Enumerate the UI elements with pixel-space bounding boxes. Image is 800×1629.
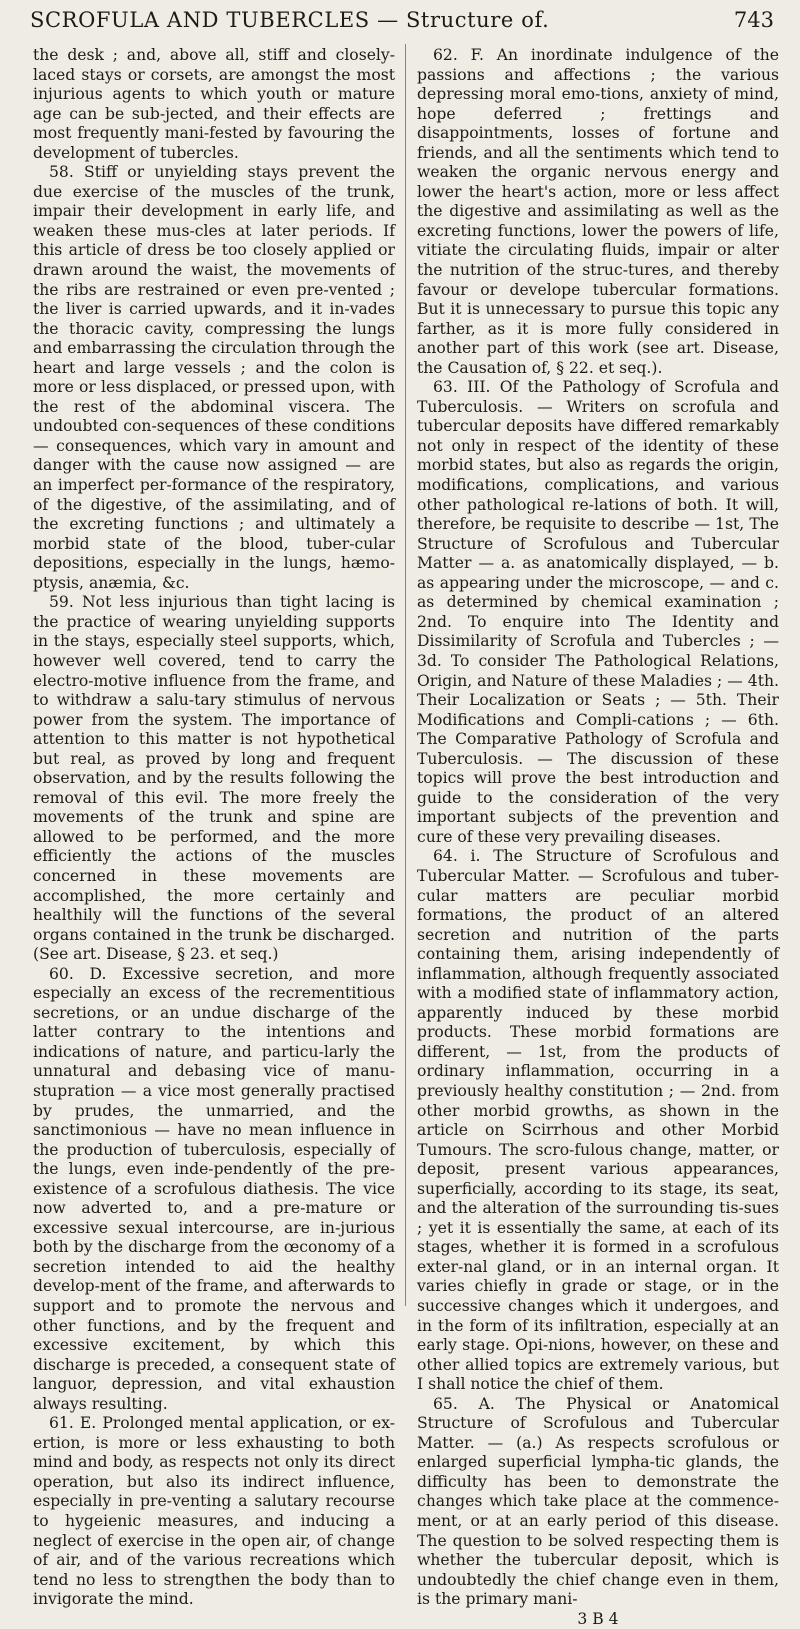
running-title: SCROFULA AND TUBERCLES — Structure of. — [30, 8, 550, 32]
paragraph-continued: the desk ; and, above all, stiff and closely-laced stays or corsets, are amongst the most injurious agents to which youth or mature age can be sub-jected, and their effects are most frequently mani-fested by favouring the development of tubercles. — [33, 46, 395, 162]
paragraph-58: 58. Stiff or unyielding stays prevent the due exercise of the muscles of the trunk, impair their development in early life, and weaken these mus-cles at later periods. If this article of dress be too closely applied or drawn around the waist, the movements of the ribs are restrained or even pre-vented ; the liver is carried upwards, and it in-vades the thoracic cavity, compressing the lungs and embarrassing the circulation through the heart and large vessels ; and the colon is more or less displaced, or pressed upon, with the rest of the abdominal viscera. The undoubted con-sequences of these conditions — consequences, which vary in amount and danger with the cause now assigned — are an imperfect per-formance of the respiratory, of the digestive, of the assimilating, and of the excreting functions ; and ultimately a morbid state of the blood, tuber-cular depositions, especially in the lungs, hæmo-ptysis, anæmia, &c. — [33, 163, 395, 592]
right-column — [417, 46, 779, 1629]
signature-mark: 3 B 4 — [577, 1609, 619, 1628]
paragraph-64: 64. i. The Structure of Scrofulous and Tubercular Matter. — Scrofulous and tuber-cular matters are peculiar morbid formations, the product of an altered secretion and nutrition of the parts containing them, arising independently of inflammation, although frequently associated with a modified state of inflammatory action, apparently induced by these morbid products. These morbid formations are different, — 1st, from the products of ordinary inflammation, occurring in a previously healthy constitution ; — 2nd. from other morbid growths, as shown in the article on Scirrhous and other Morbid Tumours. The scro-fulous change, matter, or deposit, present various appearances, superficially, according to its stage, its seat, and the alteration of the surrounding tis-sues ; yet it is essentially the same, at each of its stages, whether it is formed in a scrofulous exter-nal gland, or in an internal organ. It varies chiefly in grade or stage, or in the successive changes which it undergoes, and in the form of its infiltration, especially at an early stage. Opi-nions, however, on these and other allied topics are extremely various, but I shall notice the chief of them. — [417, 847, 779, 1394]
paragraph-61: 61. E. Prolonged mental application, or ex-ertion, is more or less exhausting to both mind and body, as respects not only its direct operation, but also its indirect influence, especially in pre-venting a salutary recourse to hygeienic measures, and inducing a neglect of exercise in the open air, of change of air, and of the various recreations which tend no less to strengthen the body than to invigorate the mind. — [33, 1414, 395, 1609]
running-header — [0, 8, 800, 38]
paragraph-60: 60. D. Excessive secretion, and more especially an excess of the recrementitious secretions, or an undue discharge of the latter contrary to the intentions and indications of nature, and particu-larly the unnatural and debasing vice of manu-stupration — a vice most generally practised by prudes, the unmarried, and the sanctimonious — have no mean influence in the production of tuberculosis, especially of the lungs, even inde-pendently of the pre-existence of a scrofulous diathesis. The vice now adverted to, and a pre-mature or excessive sexual intercourse, are in-jurious both by the discharge from the œconomy of a secretion intended to aid the healthy develop-ment of the frame, and afterwards to support and to promote the nervous and other functions, and by the frequent and excessive excitement, by which this discharge is preceded, a consequent state of languor, depression, and vital exhaustion always resulting. — [33, 964, 395, 1413]
paragraph-62: 62. F. An inordinate indulgence of the passions and affections ; the various depressing moral emo-tions, anxiety of mind, hope deferred ; frettings and disappointments, losses of fortune and friends, and all the sentiments which tend to weaken the organic nervous energy and lower the heart's action, more or less affect the digestive and assimilating as well as the excreting functions, lower the powers of life, vitiate the circulating fluids, impair or alter the nutrition of the struc-tures, and thereby favour or develope tubercular formations. But it is unnecessary to pursue this topic any farther, as it is more fully considered in another part of this work (see art. Disease, the Causation of, § 22. et seq.). — [417, 46, 779, 377]
paragraph-63: 63. III. Of the Pathology of Scrofula and Tuberculosis. — Writers on scrofula and tubercular deposits have differed remarkably not only in respect of the identity of these morbid states, but also as regards the origin, modifications, complications, and various other pathological re-lations of both. It will, therefore, be requisite to describe — 1st, The Structure of Scrofulous and Tubercular Matter — a. as anatomically displayed, — b. as appearing under the microscope, — and c. as determined by chemical examination ; 2nd. To enquire into The Identity and Dissimilarity of Scrofula and Tubercles ; — 3d. To consider The Pathological Relations, Origin, and Nature of these Maladies ; — 4th. Their Localization or Seats ; — 5th. Their Modifications and Compli-cations ; — 6th. The Comparative Pathology of Scrofula and Tuberculosis. — The discussion of these topics will prove the best introduction and guide to the consideration of the very important subjects of the prevention and cure of these very prevailing diseases. — [417, 378, 779, 846]
left-column — [33, 46, 395, 1610]
page-number: 743 — [733, 8, 774, 32]
paragraph-59: 59. Not less injurious than tight lacing is the practice of wearing unyielding supports in the stays, especially steel supports, which, however well covered, tend to carry the electro-motive influence from the frame, and to withdraw a salu-tary stimulus of nervous power from the system. The importance of attention to this matter is not hypothetical but real, as proved by long and frequent observation, and by the results following the removal of this evil. The more freely the movements of the trunk and spine are allowed to be performed, and the more efficiently the actions of the muscles concerned in these movements are accomplished, the more certainly and healthily will the functions of the several organs contained in the trunk be discharged. (See art. Disease, § 23. et seq.) — [33, 593, 395, 964]
paragraph-65: 65. A. The Physical or Anatomical Structure of Scrofulous and Tubercular Matter. — (a.) As respects scrofulous or enlarged superficial lympha-tic glands, the difficulty has been to demonstrate the changes which take place at the commence-ment, or at an early period of this disease. The question to be solved respecting them is whether the tubercular deposit, which is undoubtedly the chief change even in them, is the primary mani- — [417, 1394, 779, 1609]
column-divider — [405, 44, 406, 1306]
